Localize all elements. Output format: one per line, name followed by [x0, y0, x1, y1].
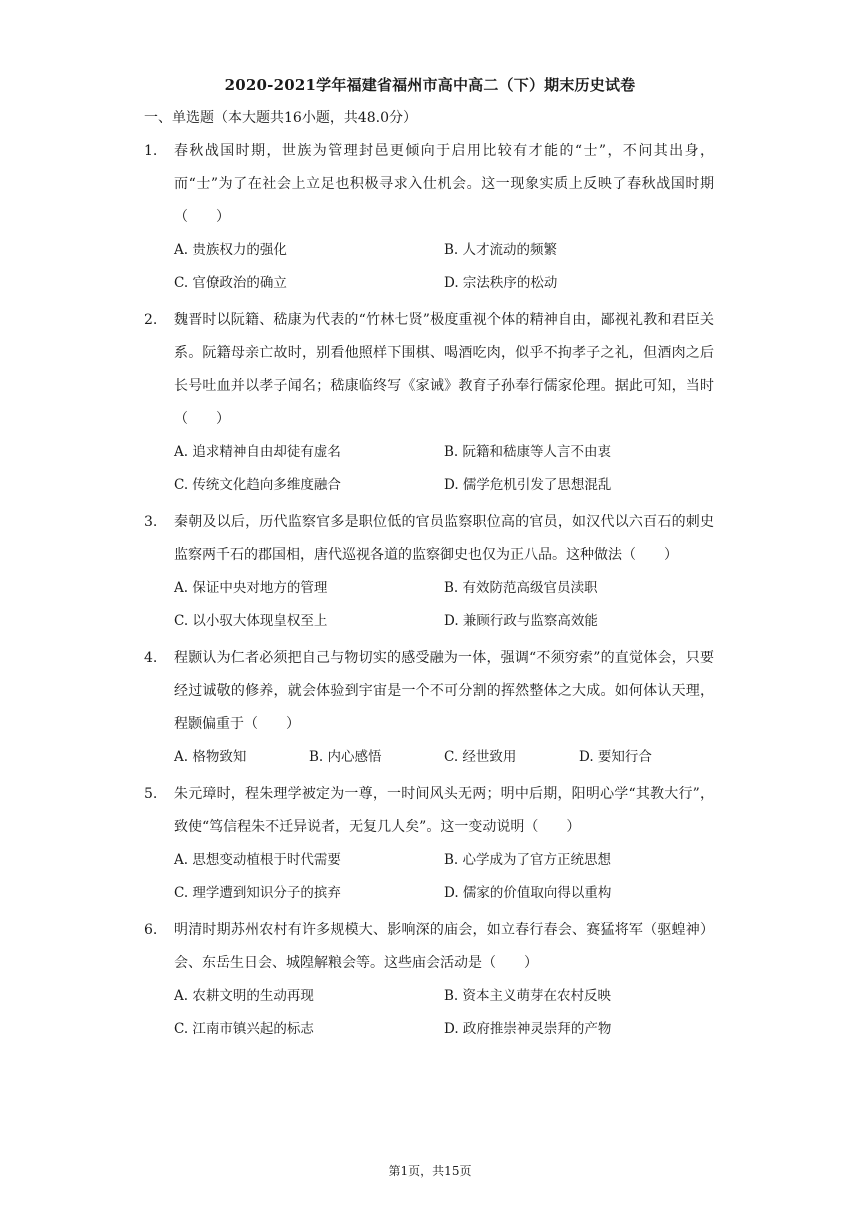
- option-c: C. 江南市镇兴起的标志: [174, 1021, 314, 1037]
- option-c: C. 以小驭大体现皇权至上: [174, 613, 328, 629]
- section-heading: 一、单选题（本大题共16小题，共48.0分）: [144, 110, 417, 126]
- question-number: 4.: [144, 650, 158, 666]
- question-6: [144, 914, 714, 1046]
- option-a: A. 贵族权力的强化: [174, 242, 287, 258]
- option-b: B. 心学成为了官方正统思想: [444, 852, 612, 868]
- option-a: A. 追求精神自由却徒有虚名: [174, 444, 341, 460]
- option-a: A. 格物致知: [174, 749, 247, 765]
- question-number: 3.: [144, 514, 158, 530]
- question-number: 2.: [144, 312, 158, 328]
- option-a: A. 保证中央对地方的管理: [174, 580, 328, 596]
- option-d: D. 兼顾行政与监察高效能: [444, 613, 598, 629]
- question-text: 春秋战国时期，世族为管理封邑更倾向于启用比较有才能的“士”，不问其出身，而“士”为了在社会上立足也积极寻求入仕机会。这一现象实质上反映了春秋战国时期（ ）: [174, 143, 714, 225]
- option-c: C. 经世致用: [444, 749, 517, 765]
- question-text: 朱元璋时，程朱理学被定为一尊，一时间风头无两；明中后期，阳明心学“其教大行”，致使“笃信程朱不迁异说者，无复几人矣”。这一变动说明（ ）: [174, 786, 714, 835]
- question-number: 1.: [144, 143, 158, 159]
- question-4: [144, 642, 714, 774]
- option-d: D. 儒学危机引发了思想混乱: [444, 477, 612, 493]
- option-c: C. 传统文化趋向多维度融合: [174, 477, 341, 493]
- question-3: [144, 506, 714, 638]
- option-b: B. 阮籍和嵇康等人言不由衷: [444, 444, 612, 460]
- option-b: B. 人才流动的频繁: [444, 242, 558, 258]
- option-d: D. 要知行合: [579, 749, 652, 765]
- options: [174, 572, 714, 638]
- option-c: C. 理学遭到知识分子的摈弃: [174, 885, 341, 901]
- options: [174, 234, 714, 300]
- option-a: A. 农耕文明的生动再现: [174, 988, 314, 1004]
- option-d: D. 宗法秩序的松动: [444, 275, 558, 291]
- options: [174, 844, 714, 910]
- question-text: 魏晋时以阮籍、嵇康为代表的“竹林七贤”极度重视个体的精神自由，鄙视礼教和君臣关系。阮籍母亲亡故时，别看他照样下围棋、喝酒吃肉，似乎不拘孝子之礼，但酒肉之后长号吐血并以孝子闻名；嵇康临终写《家诫》教育子孙奉行儒家伦理。据此可知，当时（ ）: [174, 312, 714, 427]
- option-a: A. 思想变动植根于时代需要: [174, 852, 341, 868]
- question-number: 6.: [144, 922, 158, 938]
- options: [174, 980, 714, 1046]
- question-text: 秦朝及以后，历代监察官多是职位低的官员监察职位高的官员，如汉代以六百石的刺史监察两千石的郡国相，唐代巡视各道的监察御史也仅为正八品。这种做法（ ）: [174, 514, 714, 563]
- question-text: 程颢认为仁者必须把自己与物切实的感受融为一体，强调“不须穷索”的直觉体会，只要经过诚敬的修养，就会体验到宇宙是一个不可分割的挥然整体之大成。如何体认天理，程颢偏重于（ ）: [174, 650, 714, 732]
- question-number: 5.: [144, 786, 158, 802]
- page-number: 第1页，共15页: [388, 1164, 472, 1178]
- option-d: D. 政府推崇神灵崇拜的产物: [444, 1021, 612, 1037]
- option-b: B. 资本主义萌芽在农村反映: [444, 988, 612, 1004]
- question-2: [144, 304, 714, 502]
- option-b: B. 有效防范高级官员渎职: [444, 580, 598, 596]
- option-b: B. 内心感悟: [309, 749, 382, 765]
- options: [174, 741, 714, 774]
- option-c: C. 官僚政治的确立: [174, 275, 287, 291]
- exam-title: 2020-2021学年福建省福州市高中高二（下）期末历史试卷: [224, 76, 636, 94]
- question-1: [144, 135, 714, 300]
- question-5: [144, 778, 714, 910]
- option-d: D. 儒家的价值取向得以重构: [444, 885, 612, 901]
- options: [174, 436, 714, 502]
- question-text: 明清时期苏州农村有许多规模大、影响深的庙会，如立春行春会、赛猛将军（驱蝗神）会、东岳生日会、城隍解粮会等。这些庙会活动是（ ）: [174, 922, 714, 971]
- question-list: [144, 135, 714, 1050]
